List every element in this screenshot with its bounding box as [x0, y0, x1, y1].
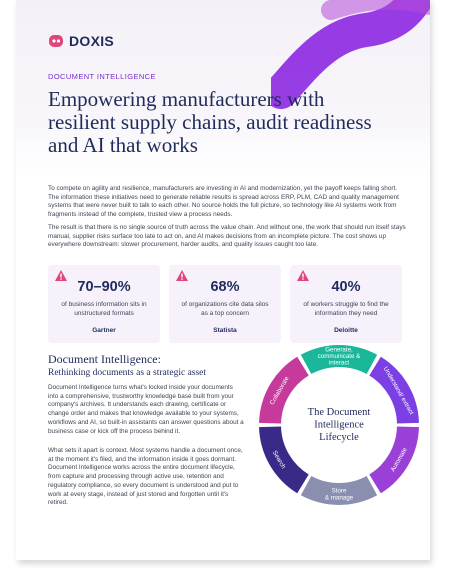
lifecycle-stage-label: Understand/ extract [381, 365, 415, 416]
stat-card-1 [48, 265, 160, 343]
page-headline: Empowering manufacturers with resilient supply chains, audit readiness and AI that works [48, 87, 372, 157]
lifecycle-stage-label: Automate [389, 446, 409, 473]
lifecycle-title: The Document Intelligence Lifecycle [307, 407, 371, 443]
stat-source: Deloitte [334, 327, 358, 334]
intro-paragraph-2: The result is that there is no single source of truth across the value chain. And without one, the work that should run itself stays manual, supplier risks surface too late to act on, and AI makes decisions from an incomplete picture. The cost shows up everywhere downstream: slower procurement, harder audits, and quality issues caught too late. [48, 224, 406, 249]
section-subtitle: Rethinking documents as a strategic asset [48, 368, 207, 378]
section-title: Document Intelligence: [48, 352, 161, 366]
section-paragraph-1: Document Intelligence turns what's locked inside your documents into a comprehensive, trustworthy knowledge base built from your company's archives. It understands each drawing, certificate or change order and makes that knowledge available to your systems, workflows and AI, so built-in assistants can answer questions about a business case or kick off the process behind it. [48, 384, 244, 435]
stat-card-2 [169, 265, 281, 343]
stat-value: 68% [210, 279, 240, 295]
stat-value: 40% [331, 279, 361, 295]
stat-source: Statista [213, 327, 237, 334]
doxis-logo-icon [48, 33, 64, 49]
stat-description: of workers struggle to find the information they need [303, 301, 389, 317]
brand-name: DOXIS [69, 33, 115, 49]
stat-card-3 [290, 265, 402, 343]
intro-paragraph-1: To compete on agility and resilience, manufacturers are investing in AI and modernization, yet the payoff keeps falling short. The information these initiatives need to generate reliable results is spread across ERP, PLM, CAD and quality management systems that were never built to talk to each other. No source holds the full picture, so technology like AI systems work from fragments instead of the complete, trusted view a process needs. [48, 185, 399, 218]
stat-description: of business information sits in unstructured formats [61, 301, 147, 317]
lifecycle-stage-label: Collaborate [268, 375, 291, 407]
document-page [16, 0, 430, 560]
lifecycle-stage-label: Search [270, 449, 287, 470]
section-paragraph-2: What sets it apart is context. Most systems handle a document once, at the moment it's filed, and the information inside it goes dormant. Document Intelligence works across the entire document lifecycle, from capture and processing through active use, retention and regulatory compliance, so every document is understood and put to work at every stage, instead of just stored and forgotten until it's retired. [48, 447, 243, 507]
stat-source: Gartner [92, 327, 116, 334]
lifecycle-stage-label: Generate, communicate & interact [317, 346, 361, 367]
lifecycle-stage-label: Store & manage [324, 487, 354, 502]
stat-value: 70–90% [77, 279, 131, 295]
brand-logo [48, 33, 114, 49]
stat-description: of organizations cite data silos as a top concern [181, 301, 269, 317]
lifecycle-diagram [254, 340, 424, 510]
eyebrow-label: DOCUMENT INTELLIGENCE [48, 72, 156, 81]
